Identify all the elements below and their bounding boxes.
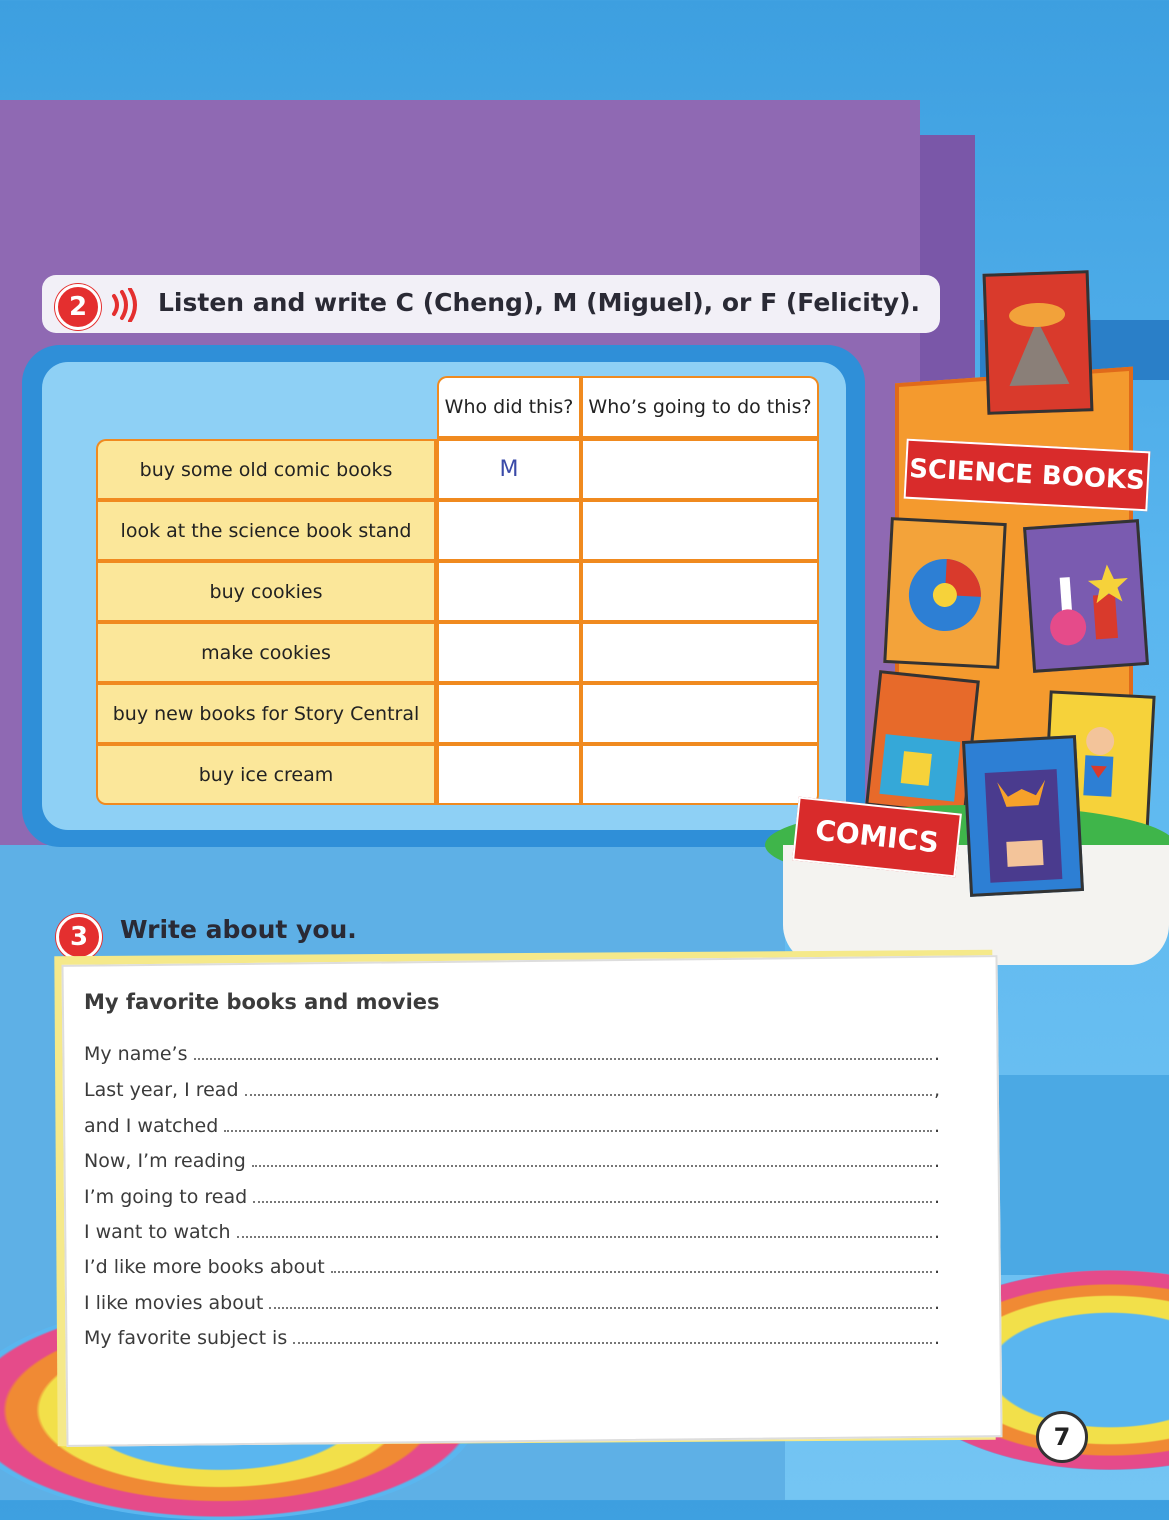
table-row xyxy=(96,622,819,683)
blank-line[interactable] xyxy=(269,1306,932,1309)
prompt-text: My name’s xyxy=(84,1043,188,1065)
answer-going-cell[interactable] xyxy=(581,622,819,683)
blank-line[interactable] xyxy=(331,1270,932,1273)
page-number: 7 xyxy=(1036,1411,1088,1463)
blank-line[interactable] xyxy=(245,1093,932,1096)
answer-going-cell[interactable] xyxy=(581,500,819,561)
table-row xyxy=(96,683,819,744)
answer-did-cell[interactable] xyxy=(437,561,581,622)
answer-going-cell[interactable] xyxy=(581,561,819,622)
science-books-sign: SCIENCE BOOKS xyxy=(904,439,1151,512)
listening-table xyxy=(96,376,819,805)
exercise-number-badge: 2 xyxy=(55,284,101,330)
header-empty-cell xyxy=(96,376,437,439)
blank-line[interactable] xyxy=(253,1200,932,1203)
writing-line[interactable] xyxy=(84,1115,944,1137)
audio-icon[interactable] xyxy=(110,288,144,326)
table-header-row xyxy=(96,376,819,439)
writing-line[interactable] xyxy=(84,1256,944,1278)
activity-cell: buy some old comic books xyxy=(96,439,437,500)
answer-going-cell[interactable] xyxy=(581,683,819,744)
blank-line[interactable] xyxy=(194,1057,933,1060)
line-end-punctuation: . xyxy=(934,1256,941,1278)
prompt-text: I like movies about xyxy=(84,1292,264,1314)
line-end-punctuation: . xyxy=(934,1115,941,1137)
prompt-text: and I watched xyxy=(84,1115,219,1137)
comics-sign: COMICS xyxy=(792,797,962,878)
line-end-punctuation: . xyxy=(934,1043,941,1065)
header-who-going: Who’s going to do this? xyxy=(581,376,819,439)
science-flask-book-icon xyxy=(1023,519,1149,673)
writing-line[interactable] xyxy=(84,1221,944,1243)
line-end-punctuation: , xyxy=(934,1079,941,1101)
writing-line[interactable] xyxy=(84,1327,944,1349)
writing-line[interactable] xyxy=(84,1150,944,1172)
line-end-punctuation: . xyxy=(934,1186,941,1208)
prompt-text: I’m going to read xyxy=(84,1186,248,1208)
line-end-punctuation: . xyxy=(934,1292,941,1314)
blank-line[interactable] xyxy=(293,1341,932,1344)
table-row xyxy=(96,500,819,561)
table-row xyxy=(96,561,819,622)
blank-line[interactable] xyxy=(224,1129,932,1132)
batman-comic-book-icon xyxy=(962,735,1084,897)
exercise-instruction: Write about you. xyxy=(120,915,357,944)
answer-did-cell[interactable]: M xyxy=(437,439,581,500)
exercise-number-badge: 3 xyxy=(56,914,102,960)
prompt-text: I’d like more books about xyxy=(84,1256,325,1278)
background-water xyxy=(990,1075,1169,1275)
answer-going-cell[interactable] xyxy=(581,439,819,500)
writing-line[interactable] xyxy=(84,1292,944,1314)
prompt-text: My favorite subject is xyxy=(84,1327,288,1349)
activity-cell: make cookies xyxy=(96,622,437,683)
activity-cell: buy new books for Story Central xyxy=(96,683,437,744)
answer-did-cell[interactable] xyxy=(437,683,581,744)
answer-going-cell[interactable] xyxy=(581,744,819,805)
blank-line[interactable] xyxy=(252,1164,932,1167)
line-end-punctuation: . xyxy=(934,1327,941,1349)
volcano-book-icon xyxy=(983,270,1094,415)
table-row xyxy=(96,439,819,500)
earth-book-icon xyxy=(883,517,1006,669)
activity-cell: look at the science book stand xyxy=(96,500,437,561)
header-who-did: Who did this? xyxy=(437,376,581,439)
writing-line[interactable] xyxy=(84,1186,944,1208)
activity-cell: buy ice cream xyxy=(96,744,437,805)
writing-line[interactable] xyxy=(84,1043,944,1065)
table-row xyxy=(96,744,819,805)
activity-cell: buy cookies xyxy=(96,561,437,622)
blank-line[interactable] xyxy=(237,1235,932,1238)
writing-line[interactable] xyxy=(84,1079,944,1101)
prompt-text: Now, I’m reading xyxy=(84,1150,246,1172)
prompt-text: I want to watch xyxy=(84,1221,231,1243)
line-end-punctuation: . xyxy=(934,1150,941,1172)
answer-did-cell[interactable] xyxy=(437,622,581,683)
exercise-instruction: Listen and write C (Cheng), M (Miguel), or F (Felicity). xyxy=(158,288,920,317)
answer-did-cell[interactable] xyxy=(437,744,581,805)
card-title: My favorite books and movies xyxy=(84,990,440,1014)
prompt-text: Last year, I read xyxy=(84,1079,239,1101)
answer-did-cell[interactable] xyxy=(437,500,581,561)
line-end-punctuation: . xyxy=(934,1221,941,1243)
